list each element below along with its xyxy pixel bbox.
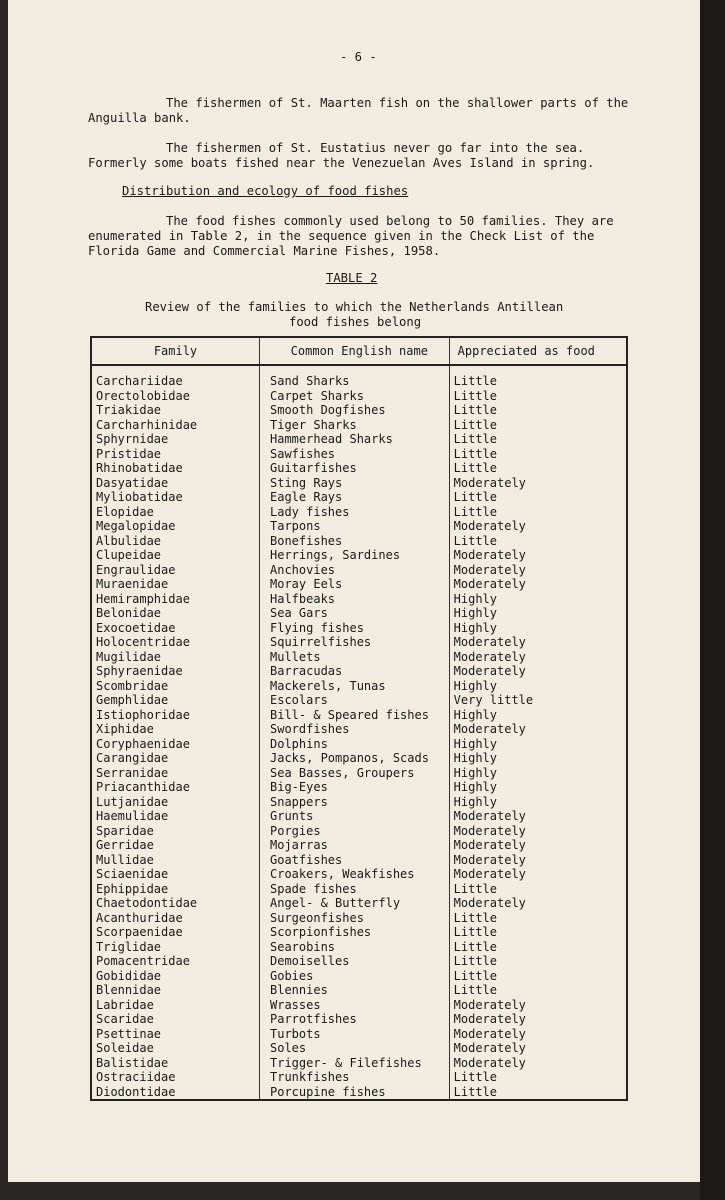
common-name-cell: Surgeonfishes xyxy=(260,911,450,926)
page-edge xyxy=(700,0,725,1200)
intro-line-2: enumerated in Table 2, in the sequence given in the Check List of the xyxy=(88,229,595,243)
table-row xyxy=(91,577,627,592)
table-row xyxy=(91,896,627,911)
family-cell: Mugilidae xyxy=(91,650,260,665)
appreciation-cell: Little xyxy=(453,939,497,954)
table-row xyxy=(91,679,627,694)
appreciation-cell: Moderately xyxy=(453,1055,526,1070)
common-name-cell: Spade fishes xyxy=(260,882,450,897)
table-caption-line-2: food fishes belong xyxy=(289,315,422,329)
appreciation-cell: Little xyxy=(453,446,497,461)
appreciation-cell: Highly xyxy=(453,591,497,606)
common-name-cell: Bonefishes xyxy=(260,534,450,549)
family-cell: Serranidae xyxy=(91,766,260,781)
appreciation-cell: Highly xyxy=(453,794,497,809)
family-cell: Holocentridae xyxy=(91,635,260,650)
table-row xyxy=(91,650,627,665)
family-cell: Scombridae xyxy=(91,679,260,694)
table-row xyxy=(91,737,627,752)
family-cell: Priacanthidae xyxy=(91,780,260,795)
appreciation-cell: Little xyxy=(453,374,497,388)
common-name-cell: Barracudas xyxy=(260,664,450,679)
family-cell: Clupeidae xyxy=(91,548,260,563)
column-header-family: Family xyxy=(91,337,260,365)
family-cell: Engraulidae xyxy=(91,563,260,578)
table-row xyxy=(91,925,627,940)
common-name-cell: Mullets xyxy=(260,650,450,665)
appreciation-cell: Little xyxy=(453,403,497,417)
appreciation-cell: Moderately xyxy=(453,577,526,591)
table-row xyxy=(91,418,627,433)
table-row xyxy=(91,809,627,824)
table-row xyxy=(91,1041,627,1056)
appreciation-cell: Highly xyxy=(453,678,497,693)
common-name-cell: Jacks, Pompanos, Scads xyxy=(260,751,450,766)
family-cell: Sciaenidae xyxy=(91,867,260,882)
intro-line-3: Florida Game and Commercial Marine Fishes, 1958. xyxy=(88,244,441,258)
appreciation-cell: Moderately xyxy=(453,1041,526,1055)
paragraph-1-line-2: Anguilla bank. xyxy=(88,111,191,125)
common-name-cell: Swordfishes xyxy=(260,722,450,737)
table-row xyxy=(91,447,627,462)
common-name-cell: Demoiselles xyxy=(260,954,450,969)
family-cell: Diodontidae xyxy=(91,1085,260,1101)
family-cell: Coryphaenidae xyxy=(91,737,260,752)
family-cell: Carchariidae xyxy=(91,365,260,389)
table-row xyxy=(91,621,627,636)
family-cell: Balistidae xyxy=(91,1056,260,1071)
appreciation-cell: Moderately xyxy=(453,823,526,838)
common-name-cell: Sea Basses, Groupers xyxy=(260,766,450,781)
appreciation-cell: Highly xyxy=(453,751,497,765)
common-name-cell: Soles xyxy=(260,1041,450,1056)
common-name-cell: Sting Rays xyxy=(260,476,450,491)
table-label: TABLE 2 xyxy=(326,271,378,285)
appreciation-cell: Moderately xyxy=(453,852,526,867)
appreciation-cell: Moderately xyxy=(453,809,526,823)
appreciation-cell: Moderately xyxy=(453,649,526,664)
appreciation-cell: Little xyxy=(453,1070,497,1084)
common-name-cell: Tiger Sharks xyxy=(260,418,450,433)
appreciation-cell: Moderately xyxy=(453,867,526,881)
common-name-cell: Mackerels, Tunas xyxy=(260,679,450,694)
table-row xyxy=(91,795,627,810)
common-name-cell: Escolars xyxy=(260,693,450,708)
family-cell: Gobididae xyxy=(91,969,260,984)
family-cell: Soleidae xyxy=(91,1041,260,1056)
table-row xyxy=(91,722,627,737)
table-row xyxy=(91,983,627,998)
family-cell: Scaridae xyxy=(91,1012,260,1027)
common-name-cell: Sea Gars xyxy=(260,606,450,621)
table-row xyxy=(91,998,627,1013)
family-cell: Megalopidae xyxy=(91,519,260,534)
appreciation-cell: Moderately xyxy=(453,838,526,852)
common-name-cell: Porgies xyxy=(260,824,450,839)
common-name-cell: Blennies xyxy=(260,983,450,998)
family-cell: Acanthuridae xyxy=(91,911,260,926)
common-name-cell: Dolphins xyxy=(260,737,450,752)
common-name-cell: Angel- & Butterfly xyxy=(260,896,450,911)
table-caption-line-1: Review of the families to which the Netherlands Antillean xyxy=(145,300,564,314)
appreciation-cell: Moderately xyxy=(453,562,526,577)
appreciation-cell: Little xyxy=(453,983,497,997)
table-row xyxy=(91,403,627,418)
common-name-cell: Turbots xyxy=(260,1027,450,1042)
column-header-appreciated: Appreciated as food xyxy=(449,337,627,365)
common-name-cell: Trunkfishes xyxy=(260,1070,450,1085)
table-row xyxy=(91,635,627,650)
family-cell: Sphyraenidae xyxy=(91,664,260,679)
common-name-cell: Wrasses xyxy=(260,998,450,1013)
appreciation-cell: Moderately xyxy=(453,548,526,562)
family-cell: Scorpaenidae xyxy=(91,925,260,940)
family-cell: Istiophoridae xyxy=(91,708,260,723)
appreciation-cell: Moderately xyxy=(453,997,526,1012)
family-cell: Triakidae xyxy=(91,403,260,418)
family-cell: Lutjanidae xyxy=(91,795,260,810)
common-name-cell: Carpet Sharks xyxy=(260,389,450,404)
common-name-cell: Scorpionfishes xyxy=(260,925,450,940)
table-row xyxy=(91,853,627,868)
table-row xyxy=(91,708,627,723)
table-header-row xyxy=(91,337,627,365)
table-row xyxy=(91,867,627,882)
table-row xyxy=(91,365,627,389)
table-row xyxy=(91,592,627,607)
appreciation-cell: Little xyxy=(453,504,497,519)
common-name-cell: Halfbeaks xyxy=(260,592,450,607)
appreciation-cell: Little xyxy=(453,968,497,983)
common-name-cell: Grunts xyxy=(260,809,450,824)
appreciation-cell: Moderately xyxy=(453,475,526,490)
family-cell: Gemphlidae xyxy=(91,693,260,708)
table-row xyxy=(91,780,627,795)
common-name-cell: Smooth Dogfishes xyxy=(260,403,450,418)
appreciation-cell: Highly xyxy=(453,780,497,794)
family-cell: Gerridae xyxy=(91,838,260,853)
family-cell: Myliobatidae xyxy=(91,490,260,505)
appreciation-cell: Little xyxy=(453,388,497,403)
table-row xyxy=(91,1012,627,1027)
paragraph-2-line-1: The fishermen of St. Eustatius never go far into the sea. xyxy=(166,141,585,155)
common-name-cell: Snappers xyxy=(260,795,450,810)
family-cell: Hemiramphidae xyxy=(91,592,260,607)
table-row xyxy=(91,461,627,476)
table-row xyxy=(91,1085,627,1101)
families-table xyxy=(90,336,628,1101)
common-name-cell: Sawfishes xyxy=(260,447,450,462)
appreciation-cell: Moderately xyxy=(453,1012,526,1026)
table-body xyxy=(91,365,627,1100)
common-name-cell: Mojarras xyxy=(260,838,450,853)
appreciation-cell: Moderately xyxy=(453,635,526,649)
common-name-cell: Anchovies xyxy=(260,563,450,578)
appreciation-cell: Moderately xyxy=(453,664,526,678)
appreciation-cell: Little xyxy=(453,910,497,925)
common-name-cell: Sand Sharks xyxy=(260,365,450,389)
common-name-cell: Moray Eels xyxy=(260,577,450,592)
table-row xyxy=(91,534,627,549)
family-cell: Pomacentridae xyxy=(91,954,260,969)
common-name-cell: Parrotfishes xyxy=(260,1012,450,1027)
table-row xyxy=(91,969,627,984)
family-cell: Pristidae xyxy=(91,447,260,462)
family-cell: Xiphidae xyxy=(91,722,260,737)
table-row xyxy=(91,606,627,621)
table-row xyxy=(91,882,627,897)
appreciation-cell: Little xyxy=(453,417,497,432)
common-name-cell: Guitarfishes xyxy=(260,461,450,476)
table-row xyxy=(91,505,627,520)
family-cell: Psettinae xyxy=(91,1027,260,1042)
family-cell: Haemulidae xyxy=(91,809,260,824)
table-row xyxy=(91,389,627,404)
appreciation-cell: Moderately xyxy=(453,722,526,736)
common-name-cell: Bill- & Speared fishes xyxy=(260,708,450,723)
table-row xyxy=(91,548,627,563)
family-cell: Exocoetidae xyxy=(91,621,260,636)
common-name-cell: Trigger- & Filefishes xyxy=(260,1056,450,1071)
table-row xyxy=(91,693,627,708)
family-cell: Carangidae xyxy=(91,751,260,766)
common-name-cell: Tarpons xyxy=(260,519,450,534)
appreciation-cell: Little xyxy=(453,490,497,504)
table-row xyxy=(91,824,627,839)
appreciation-cell: Little xyxy=(453,925,497,939)
appreciation-cell: Highly xyxy=(453,707,497,722)
table-row xyxy=(91,838,627,853)
table-row xyxy=(91,751,627,766)
family-cell: Chaetodontidae xyxy=(91,896,260,911)
family-cell: Labridae xyxy=(91,998,260,1013)
appreciation-cell: Very little xyxy=(453,693,534,707)
common-name-cell: Squirrelfishes xyxy=(260,635,450,650)
table-row xyxy=(91,664,627,679)
family-cell: Sphyrnidae xyxy=(91,432,260,447)
table-row xyxy=(91,490,627,505)
appreciation-cell: Highly xyxy=(453,620,497,635)
appreciation-cell: Little xyxy=(453,881,497,896)
appreciation-cell: Little xyxy=(453,432,497,446)
common-name-cell: Lady fishes xyxy=(260,505,450,520)
column-header-common-name: Common English name xyxy=(260,337,450,365)
table-row xyxy=(91,1056,627,1071)
appreciation-cell: Little xyxy=(453,954,497,968)
table-row xyxy=(91,519,627,534)
common-name-cell: Flying fishes xyxy=(260,621,450,636)
family-cell: Carcharhinidae xyxy=(91,418,260,433)
appreciation-cell: Little xyxy=(453,1084,497,1099)
family-cell: Sparidae xyxy=(91,824,260,839)
paragraph-1-line-1: The fishermen of St. Maarten fish on the shallower parts of the xyxy=(166,96,629,110)
appreciation-cell: Highly xyxy=(453,765,497,780)
table-row xyxy=(91,940,627,955)
appreciation-cell: Moderately xyxy=(453,519,526,533)
common-name-cell: Hammerhead Sharks xyxy=(260,432,450,447)
family-cell: Ephippidae xyxy=(91,882,260,897)
table-row xyxy=(91,766,627,781)
family-cell: Orectolobidae xyxy=(91,389,260,404)
appreciation-cell: Highly xyxy=(453,736,497,751)
family-cell: Albulidae xyxy=(91,534,260,549)
common-name-cell: Croakers, Weakfishes xyxy=(260,867,450,882)
family-cell: Ostraciidae xyxy=(91,1070,260,1085)
intro-line-1: The food fishes commonly used belong to 50 families. They are xyxy=(166,214,614,228)
family-cell: Mullidae xyxy=(91,853,260,868)
appreciation-cell: Little xyxy=(453,533,497,548)
appreciation-cell: Highly xyxy=(453,606,497,620)
common-name-cell: Gobies xyxy=(260,969,450,984)
paragraph-2-line-2: Formerly some boats fished near the Venezuelan Aves Island in spring. xyxy=(88,156,595,170)
common-name-cell: Big-Eyes xyxy=(260,780,450,795)
table-row xyxy=(91,476,627,491)
family-cell: Elopidae xyxy=(91,505,260,520)
common-name-cell: Searobins xyxy=(260,940,450,955)
common-name-cell: Herrings, Sardines xyxy=(260,548,450,563)
family-cell: Dasyatidae xyxy=(91,476,260,491)
common-name-cell: Eagle Rays xyxy=(260,490,450,505)
page-number: - 6 - xyxy=(340,50,377,64)
appreciation-cell: Little xyxy=(453,461,497,475)
table-row xyxy=(91,563,627,578)
table-row xyxy=(91,432,627,447)
appreciation-cell: Moderately xyxy=(453,1026,526,1041)
table-row xyxy=(91,954,627,969)
table-row xyxy=(91,911,627,926)
common-name-cell: Porcupine fishes xyxy=(260,1085,450,1101)
common-name-cell: Goatfishes xyxy=(260,853,450,868)
family-cell: Muraenidae xyxy=(91,577,260,592)
table-row xyxy=(91,1070,627,1085)
family-cell: Rhinobatidae xyxy=(91,461,260,476)
family-cell: Blennidae xyxy=(91,983,260,998)
table-row xyxy=(91,1027,627,1042)
family-cell: Triglidae xyxy=(91,940,260,955)
section-heading: Distribution and ecology of food fishes xyxy=(122,184,409,198)
appreciation-cell: Moderately xyxy=(453,896,526,910)
family-cell: Belonidae xyxy=(91,606,260,621)
